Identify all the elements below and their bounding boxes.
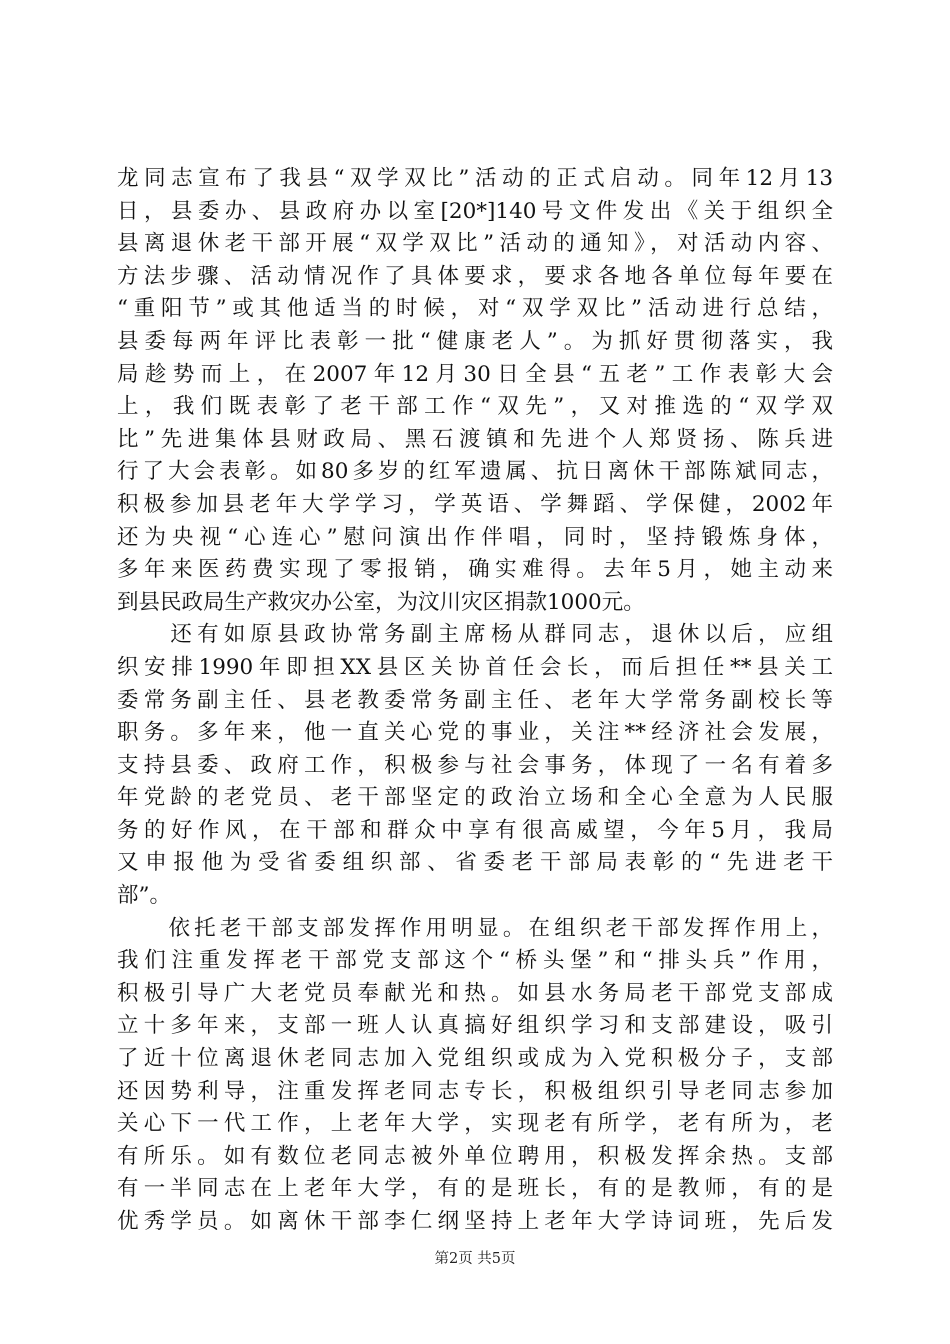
text-line: 支持县委、政府工作，积极参与社会事务，体现了一名有着多 bbox=[117, 752, 833, 778]
text-line: 依托老干部支部发挥作用明显。在组织老干部发挥作用上， bbox=[117, 915, 833, 941]
text-line: 年党龄的老党员、老干部坚定的政治立场和全心全意为人民服 bbox=[117, 785, 833, 811]
text-line: “重阳节”或其他适当的时候，对“双学双比”活动进行总结， bbox=[117, 296, 833, 322]
page-number-footer: 第2页 共5页 bbox=[434, 1251, 516, 1267]
text-line: 县委每两年评比表彰一批“健康老人”。为抓好贯彻落实，我 bbox=[117, 328, 833, 354]
text-line: 比”先进集体县财政局、黑石渡镇和先进个人郑贤扬、陈兵进 bbox=[117, 426, 833, 452]
text-line: 务的好作风，在干部和群众中享有很高威望，今年5月，我局 bbox=[117, 817, 833, 843]
text-line: 职务。多年来，他一直关心党的事业，关注**经济社会发展， bbox=[117, 720, 833, 746]
text-line: 行了大会表彰。如80多岁的红军遗属、抗日离休干部陈斌同志， bbox=[117, 459, 833, 485]
text-line: 还因势利导，注重发挥老同志专长，积极组织引导老同志参加 bbox=[117, 1078, 833, 1104]
text-line: 积极参加县老年大学学习，学英语、学舞蹈、学保健，2002年 bbox=[117, 491, 833, 517]
text-line: 织安排1990年即担XX县区关协首任会长，而后担任**县关工 bbox=[117, 654, 833, 680]
body-text bbox=[117, 163, 833, 1239]
text-line: 立十多年来，支部一班人认真搞好组织学习和支部建设，吸引 bbox=[117, 1013, 833, 1039]
text-line: 了近十位离退休老同志加入党组织或成为入党积极分子，支部 bbox=[117, 1046, 833, 1072]
text-line: 有所乐。如有数位老同志被外单位聘用，积极发挥余热。支部 bbox=[117, 1143, 833, 1169]
text-line: 上，我们既表彰了老干部工作“双先”，又对推选的“双学双 bbox=[117, 394, 833, 420]
text-line: 又申报他为受省委组织部、省委老干部局表彰的“先进老干 bbox=[117, 850, 833, 876]
text-line: 龙同志宣布了我县“双学双比”活动的正式启动。同年12月13 bbox=[117, 166, 833, 191]
text-line: 委常务副主任、县老教委常务副主任、老年大学常务副校长等 bbox=[117, 687, 833, 713]
text-line: 关心下一代工作，上老年大学，实现老有所学，老有所为，老 bbox=[117, 1111, 833, 1137]
text-line: 局趁势而上，在2007年12月30日全县“五老”工作表彰大会 bbox=[117, 361, 833, 387]
text-line: 有一半同志在上老年大学，有的是班长，有的是教师，有的是 bbox=[117, 1176, 833, 1202]
text-line: 县离退休老干部开展“双学双比”活动的通知》，对活动内容、 bbox=[117, 231, 833, 257]
text-line: 还有如原县政协常务副主席杨从群同志，退休以后，应组 bbox=[117, 622, 833, 648]
text-line: 到县民政局生产救灾办公室，为汶川灾区捐款1000元。 bbox=[117, 589, 645, 615]
text-line: 部”。 bbox=[117, 883, 171, 909]
text-line: 优秀学员。如离休干部李仁纲坚持上老年大学诗词班，先后发 bbox=[117, 1209, 833, 1234]
text-line: 还为央视“心连心”慰问演出作伴唱，同时，坚持锻炼身体， bbox=[117, 524, 833, 550]
text-line: 方法步骤、活动情况作了具体要求，要求各地各单位每年要在 bbox=[117, 263, 833, 289]
text-line: 积极引导广大老党员奉献光和热。如县水务局老干部党支部成 bbox=[117, 980, 833, 1006]
text-line: 多年来医药费实现了零报销，确实难得。去年5月，她主动来 bbox=[117, 557, 833, 583]
text-line: 日，县委办、县政府办以室[20*]140号文件发出《关于组织全 bbox=[117, 198, 833, 224]
text-line: 我们注重发挥老干部党支部这个“桥头堡”和“排头兵”作用， bbox=[117, 948, 833, 974]
